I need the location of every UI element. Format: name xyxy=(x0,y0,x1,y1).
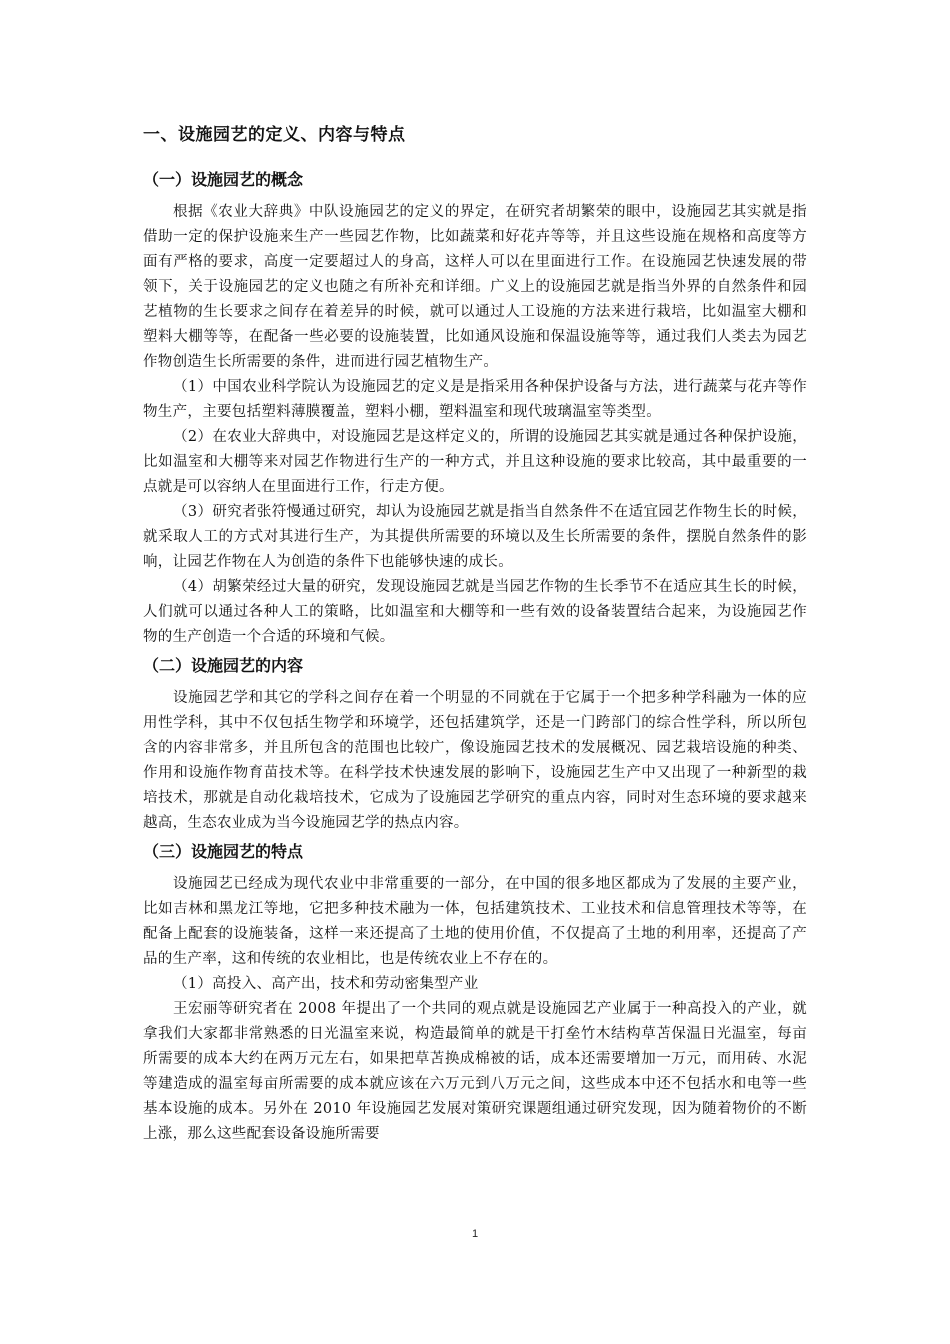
subsection-heading-concept: （一）设施园艺的概念 xyxy=(143,170,304,189)
paragraph-features: 设施园艺已经成为现代农业中非常重要的一部分，在中国的很多地区都成为了发展的主要产业，比如吉林和黑龙江等地，它把多种技术融为一体，包括建筑技术、工业技术和信息管理技术等等，在配备上配套的设施装备，这样一来还提高了土地的使用价值，不仅提高了土地的利用率，还提高了产品的生产率，这和传统的农业相比，也是传统农业上不存在的。 xyxy=(143,876,807,967)
subsection-heading-features: （三）设施园艺的特点 xyxy=(143,842,304,861)
feature-item-heading: （1）高投入、高产出，技术和劳动密集型产业 xyxy=(173,976,479,992)
paragraph-definition-1: （1）中国农业科学院认为设施园艺的定义是是指采用各种保护设备与方法，进行蔬菜与花卉等作物生产，主要包括塑料薄膜覆盖，塑料小棚，塑料温室和现代玻璃温室等类型。 xyxy=(143,379,807,420)
section-title: 一、设施园艺的定义、内容与特点 xyxy=(143,125,406,145)
paragraph-feature-1: 王宏丽等研究者在 2008 年提出了一个共同的观点就是设施园艺产业属于一种高投入的产业，就拿我们大家都非常熟悉的日光温室来说，构造最简单的就是干打垒竹木结构草苫保温日光温室，每亩所需要的成本大约在两万元左右，如果把草苫换成棉被的话，成本还需要增加一万元，而用砖、水泥等建造成的温室每亩所需要的成本就应该在六万元到八万元之间，这些成本中还不包括水和电等一些基本设施的成本。另外在 2010 年设施园艺发展对策研究课题组通过研究发现，因为随着物价的不断上涨，那么这些配套设备设施所需要 xyxy=(143,1001,807,1142)
paragraph-content: 设施园艺学和其它的学科之间存在着一个明显的不同就在于它属于一个把多种学科融为一体的应用性学科，其中不仅包括生物学和环境学，还包括建筑学，还是一门跨部门的综合性学科，所以所包含的内容非常多，并且所包含的范围也比较广，像设施园艺技术的发展概况、园艺栽培设施的种类、作用和设施作物育苗技术等。在科学技术快速发展的影响下，设施园艺生产中又出现了一种新型的栽培技术，那就是自动化栽培技术，它成为了设施园艺学研究的重点内容，同时对生态环境的要求越来越高，生态农业成为当今设施园艺学的热点内容。 xyxy=(143,690,807,831)
paragraph-concept-intro: 根据《农业大辞典》中队设施园艺的定义的界定，在研究者胡繁荣的眼中，设施园艺其实就是指借助一定的保护设施来生产一些园艺作物，比如蔬菜和好花卉等等，并且这些设施在规格和高度等方面有严格的要求，高度一定要超过人的身高，这样人可以在里面进行工作。在设施园艺快速发展的带领下，关于设施园艺的定义也随之有所补充和详细。广义上的设施园艺就是指当外界的自然条件和园艺植物的生长要求之间存在着差异的时候，就可以通过人工设施的方法来进行栽培，比如温室大棚和塑料大棚等等，在配备一些必要的设施装置，比如通风设施和保温设施等等，通过我们人类去为园艺作物创造生长所需要的条件，进而进行园艺植物生产。 xyxy=(143,204,807,370)
paragraph-definition-2: （2）在农业大辞典中，对设施园艺是这样定义的，所谓的设施园艺其实就是通过各种保护设施，比如温室和大棚等来对园艺作物进行生产的一种方式，并且这种设施的要求比较高，其中最重要的一点就是可以容纳人在里面进行工作，行走方便。 xyxy=(143,429,807,495)
paragraph-definition-4: （4）胡繁荣经过大量的研究，发现设施园艺就是当园艺作物的生长季节不在适应其生长的时候，人们就可以通过各种人工的策略，比如温室和大棚等和一些有效的设备装置结合起来，为设施园艺作物的生产创造一个合适的环境和气候。 xyxy=(143,579,807,645)
paragraph-definition-3: （3）研究者张符慢通过研究，却认为设施园艺就是指当自然条件不在适宜园艺作物生长的时候，就采取人工的方式对其进行生产，为其提供所需要的环境以及生长所需要的条件，摆脱自然条件的影响，让园艺作物在人为创造的条件下也能够快速的成长。 xyxy=(143,504,807,570)
page-number: 1 xyxy=(471,1228,479,1240)
page-content xyxy=(143,122,807,1147)
subsection-heading-content: （二）设施园艺的内容 xyxy=(143,656,304,675)
